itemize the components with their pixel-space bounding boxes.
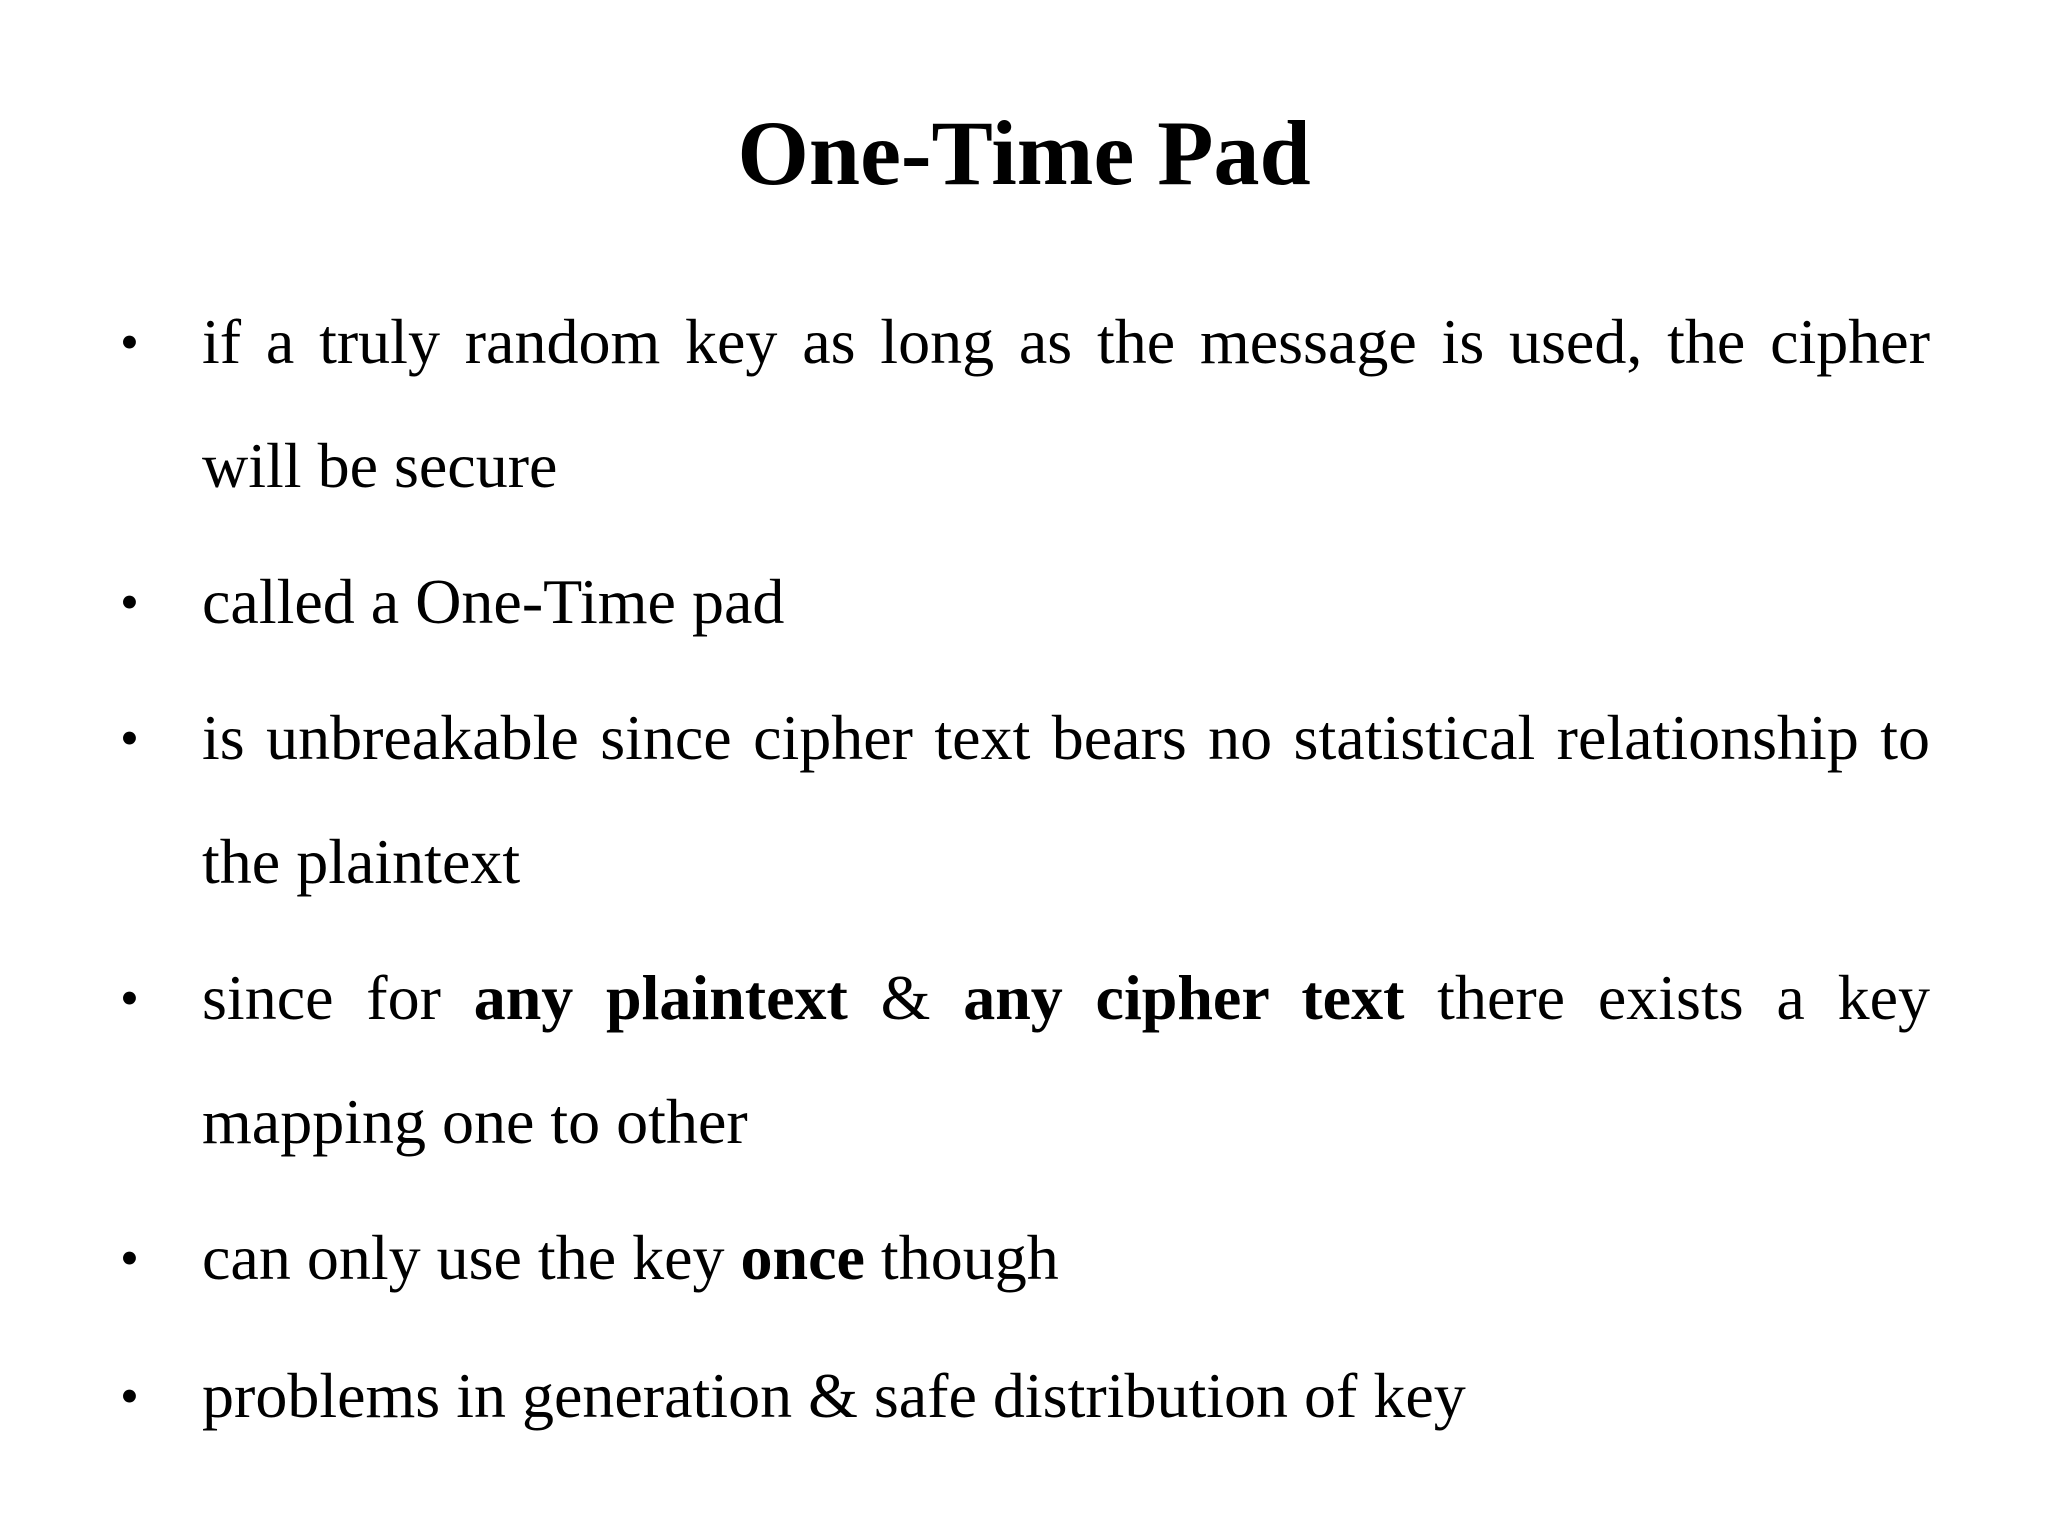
bullet-text: is unbreakable since cipher text bears no statistical relationship to the plaintext: [202, 702, 1930, 897]
bullet-marker: •: [120, 1228, 139, 1288]
bold-phrase: any cipher text: [963, 962, 1405, 1033]
bullet-marker: •: [120, 572, 139, 632]
bullet-text: problems in generation & safe distribution of key: [202, 1360, 1466, 1431]
bullet-text: [202, 1196, 1930, 1320]
bold-phrase: once: [740, 1222, 865, 1293]
bullet-text: [202, 936, 1930, 1184]
bullet-text: called a One-Time pad: [202, 566, 785, 637]
bullet-marker: •: [120, 1366, 139, 1426]
bullet-text-segment: &: [847, 962, 964, 1033]
slide-title: One-Time Pad: [737, 102, 1311, 204]
bullet-text-segment: there exists a key mapping one to other: [202, 962, 1931, 1157]
bullet-text: if a truly random key as long as the message is used, the cipher will be secure: [202, 306, 1930, 501]
bullet-marker: •: [120, 312, 139, 372]
bold-phrase: any plaintext: [473, 962, 848, 1033]
bullet-text-segment: though: [864, 1222, 1059, 1293]
bullet-marker: •: [120, 968, 139, 1028]
bullet-text-segment: since for: [202, 962, 474, 1033]
bullet-text-segment: can only use the key: [202, 1222, 741, 1293]
bullet-marker: •: [120, 708, 139, 768]
